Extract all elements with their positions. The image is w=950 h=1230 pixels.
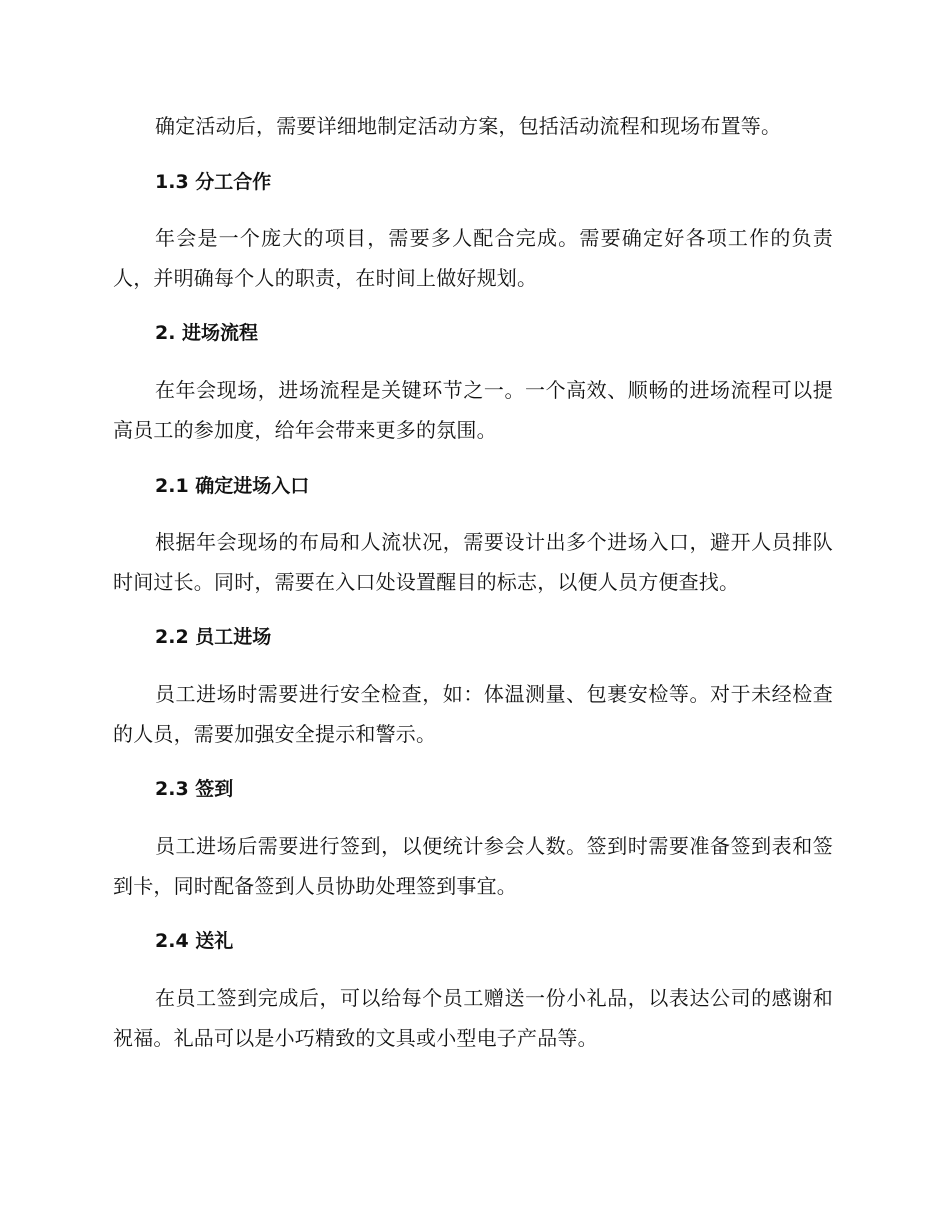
heading-2-4: 2.4 送礼 [155, 930, 234, 952]
paragraph-entry-process: 在年会现场，进场流程是关键环节之一。一个高效、顺畅的进场流程可以提高员工的参加度，给年会带来更多的氛围。 [113, 378, 833, 442]
paragraph-division-of-work: 年会是一个庞大的项目，需要多人配合完成。需要确定好各项工作的负责人，并明确每个人的职责，在时间上做好规划。 [113, 226, 833, 290]
paragraph-entrance: 根据年会现场的布局和人流状况，需要设计出多个进场入口，避开人员排队时间过长。同时，需要在入口处设置醒目的标志，以便人员方便查找。 [113, 530, 833, 594]
heading-1-3: 1.3 分工合作 [155, 171, 272, 193]
heading-2: 2. 进场流程 [155, 322, 259, 344]
paragraph-gifts: 在员工签到完成后，可以给每个员工赠送一份小礼品，以表达公司的感谢和祝福。礼品可以是小巧精致的文具或小型电子产品等。 [113, 986, 833, 1050]
heading-2-3: 2.3 签到 [155, 778, 234, 800]
heading-2-2: 2.2 员工进场 [155, 626, 272, 648]
paragraph-staff-entry: 员工进场时需要进行安全检查，如：体温测量、包裹安检等。对于未经检查的人员，需要加强安全提示和警示。 [113, 682, 833, 746]
heading-2-1: 2.1 确定进场入口 [155, 475, 310, 497]
paragraph-sign-in: 员工进场后需要进行签到，以便统计参会人数。签到时需要准备签到表和签到卡，同时配备签到人员协助处理签到事宜。 [113, 834, 833, 898]
paragraph-activity-plan: 确定活动后，需要详细地制定活动方案，包括活动流程和现场布置等。 [155, 114, 782, 138]
